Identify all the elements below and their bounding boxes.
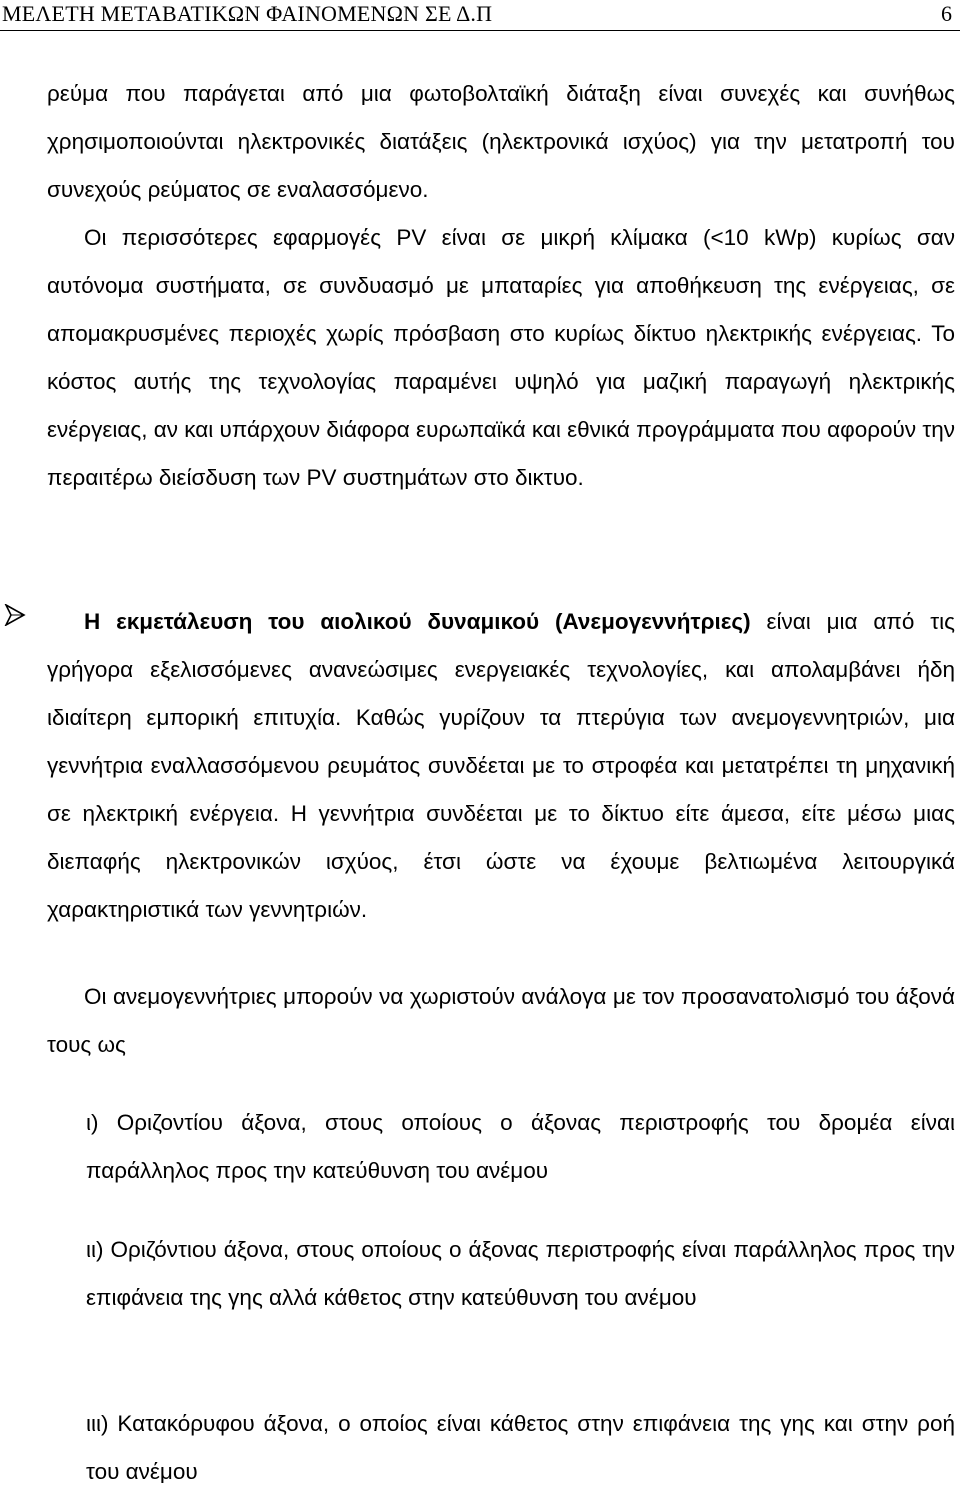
paragraph-wind	[47, 598, 955, 934]
page-number: 6	[941, 1, 952, 26]
running-header	[0, 0, 960, 32]
paragraph-classification	[47, 973, 955, 1069]
arrowhead-bullet-icon	[4, 604, 26, 626]
list-item-horizontal-parallel: ι) Οριζοντίου άξονα, στους οποίους ο άξονας περιστροφής του δρομέα είναι παράλληλος προς την κατεύθυνση του ανέμου	[86, 1110, 955, 1183]
paragraph-pv-continued: ρεύμα που παράγεται από μια φωτοβολταϊκή διάταξη είναι συνεχές και συνήθως χρησιμοποιούνται ηλεκτρονικές διατάξεις (ηλεκτρονικά ισχύος) για την μετατροπή του συνεχούς ρεύματος σε εναλασσόμενο.	[47, 81, 955, 202]
classification-text: Οι ανεμογεννήτριες μπορούν να χωριστούν ανάλογα με τον προσανατολισμό του άξονά τους ως	[47, 984, 955, 1057]
header-title: ΜΕΛΕΤΗ ΜΕΤΑΒΑΤΙΚΩΝ ΦΑΙΝΟΜΕΝΩΝ ΣΕ Δ.Π	[2, 1, 493, 26]
list-item-vertical-axis: ιιι) Κατακόρυφου άξονα, ο οποίος είναι κάθετος στην επιφάνεια της γης και στην ροή του ανέμου	[86, 1411, 955, 1484]
list-item-horizontal-perpendicular: ιι) Οριζόντιου άξονα, στους οποίους ο άξονας περιστροφής είναι παράλληλος προς την επιφάνεια της γης αλλά κάθετος στην κατεύθυνση του ανέμου	[86, 1237, 955, 1310]
wind-heading: Η εκμετάλευση του αιολικού δυναμικού (Ανεμογεννήτριες)	[84, 609, 751, 634]
wind-description: είναι μια από τις γρήγορα εξελισσόμενες ανανεώσιμες ενεργειακές τεχνολογίες, και απολαμβάνει ήδη ιδιαίτερη εμπορική επιτυχία. Καθώς γυρίζουν τα πτερύγια των ανεμογεννητριών, μια γεννήτρια εναλλασσόμενου ρευμάτος συνδέεται με το στροφέα και μετατρέπει τη μηχανική σε ηλεκτρική ενέργεια. Η γεννήτρια συνδέεται με το δίκτυο είτε άμεσα, είτε μέσω μιας διεπαφής ηλεκτρονικών ισχύος, έτσι ώστε να έχουμε βελτιωμένα λειτουργικά χαρακτηριστικά των γεννητριών.	[47, 609, 955, 922]
header-rule	[0, 30, 960, 31]
paragraph-pv	[47, 70, 955, 502]
paragraph-pv-applications: Οι περισσότερες εφαρμογές PV είναι σε μικρή κλίμακα (<10 kWp) κυρίως σαν αυτόνομα συστήματα, σε συνδυασμό με μπαταρίες για αποθήκευση της ενέργειας, σε απομακρυσμένες περιοχές χωρίς πρόσβαση στο κυρίως δίκτυο ηλεκτρικής ενέργειας. Το κόστος αυτής της τεχνολογίας παραμένει υψηλό για μαζική παραγωγή ηλεκτρικής ενέργειας, αν και υπάρχουν διάφορα ευρωπαϊκά και εθνικά προγράμματα που αφορούν την περαιτέρω διείσδυση των PV συστημάτων στο δικτυο.	[47, 225, 955, 490]
